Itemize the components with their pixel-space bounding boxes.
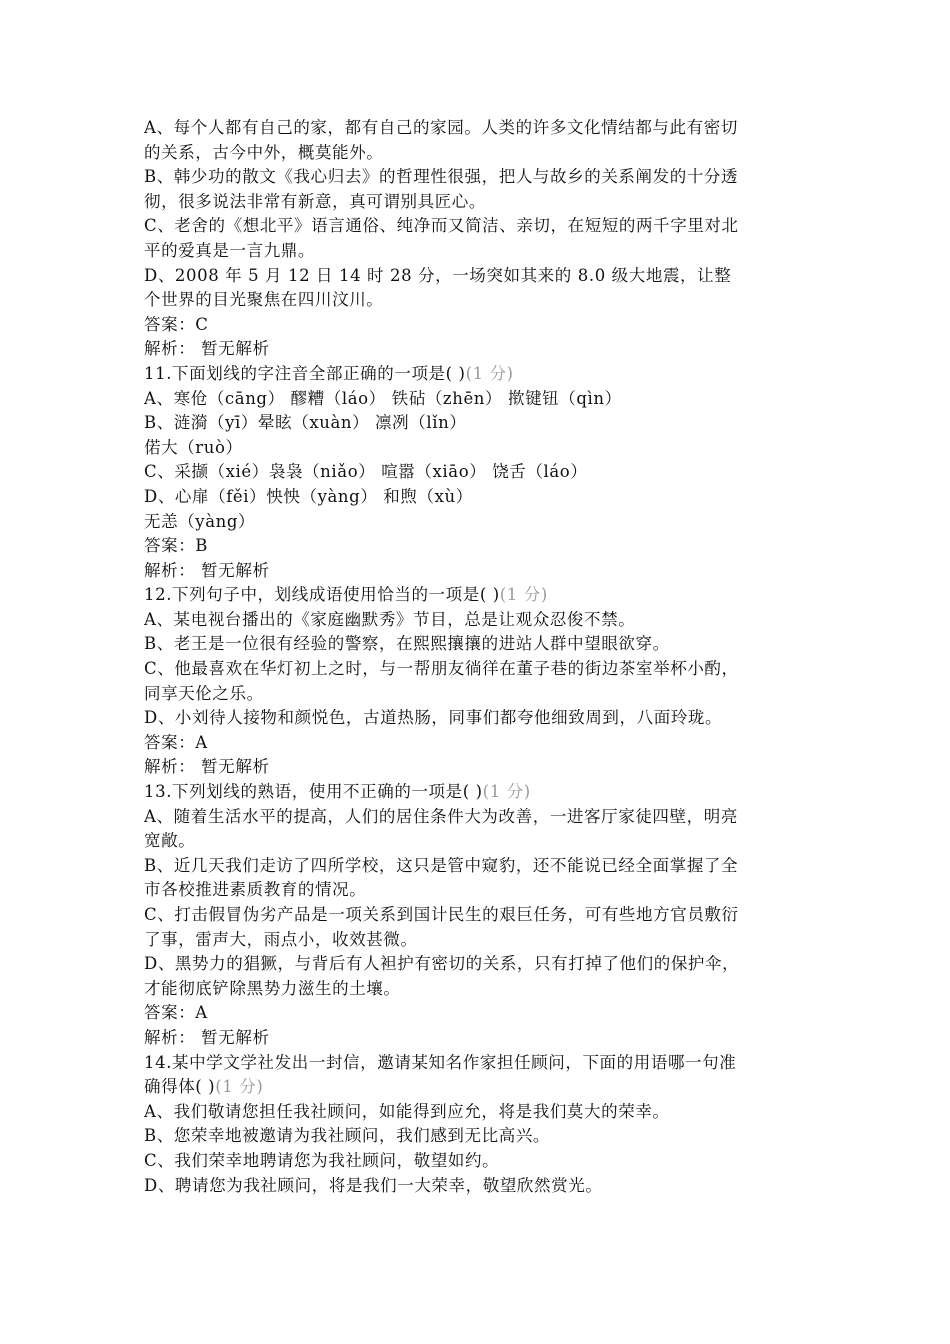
text-line	[144, 878, 814, 903]
text-line	[144, 829, 814, 854]
text-line	[144, 288, 814, 313]
text-line	[144, 362, 814, 387]
text-line	[144, 313, 814, 338]
text-line	[144, 239, 814, 264]
line-text: C、采撷（xié）袅袅（niǎo） 喧嚣（xiāo） 饶舌（láo）	[144, 462, 588, 482]
line-text: 答案：B	[144, 536, 209, 556]
line-text: 14.某中学文学社发出一封信，邀请某知名作家担任顾问，下面的用语哪一句准	[144, 1052, 737, 1072]
line-text: D、聘请您为我社顾问，将是我们一大荣幸，敬望欣然赏光。	[144, 1175, 603, 1195]
line-text: D、黑势力的猖獗，与背后有人袒护有密切的关系，只有打掉了他们的保护伞，	[144, 954, 740, 974]
text-line	[144, 165, 814, 190]
line-text: B、您荣幸地被邀请为我社顾问，我们感到无比高兴。	[144, 1126, 551, 1146]
line-text: 宽敞。	[144, 831, 196, 851]
text-line	[144, 1075, 814, 1100]
line-text: A、每个人都有自己的家，都有自己的家园。人类的许多文化情结都与此有密切	[144, 118, 738, 137]
text-line	[144, 1149, 814, 1174]
line-text: 解析： 暂无解析	[144, 339, 270, 359]
text-line	[144, 411, 814, 436]
text-line	[144, 682, 814, 707]
text-line	[144, 510, 814, 535]
text-line	[144, 534, 814, 559]
text-line	[144, 608, 814, 633]
line-text: 答案：A	[144, 1003, 208, 1023]
text-line	[144, 977, 814, 1002]
line-text: 同享天伦之乐。	[144, 683, 264, 703]
document-body	[144, 116, 814, 1198]
line-text: D、心扉（fěi）怏怏（yàng） 和煦（xù）	[144, 486, 473, 506]
text-line	[144, 1026, 814, 1051]
text-line	[144, 141, 814, 166]
line-text: C、老舍的《想北平》语言通俗、纯净而又简洁、亲切，在短短的两千字里对北	[144, 216, 739, 236]
line-text: A、我们敬请您担任我社顾问，如能得到应允，将是我们莫大的荣幸。	[144, 1101, 670, 1121]
line-text: C、他最喜欢在华灯初上之时，与一帮朋友徜徉在董子巷的街边茶室举杯小酌，	[144, 659, 739, 679]
line-text: 解析： 暂无解析	[144, 757, 270, 777]
text-line	[144, 1100, 814, 1125]
line-text: D、小刘待人接物和颜悦色，古道热肠，同事们都夸他细致周到，八面玲珑。	[144, 708, 723, 728]
text-line	[144, 755, 814, 780]
line-text: 11.下面划线的字注音全部正确的一项是( )	[144, 363, 466, 383]
line-text: 解析： 暂无解析	[144, 560, 270, 580]
text-line	[144, 1051, 814, 1076]
line-text: D、2008 年 5 月 12 日 14 时 28 分，一场突如其来的 8.0 级大地震，让整	[144, 265, 732, 285]
line-text: 解析： 暂无解析	[144, 1027, 270, 1047]
text-line	[144, 780, 814, 805]
line-text: B、韩少功的散文《我心归去》的哲理性很强，把人与故乡的关系阐发的十分透	[144, 167, 739, 187]
question-score: (1 分)	[465, 363, 514, 383]
line-text: 市各校推进素质教育的情况。	[144, 880, 367, 900]
line-text: B、涟漪（yī）晕眩（xuàn） 凛冽（lǐn）	[144, 413, 467, 433]
text-line	[144, 854, 814, 879]
question-score: (1 分)	[215, 1077, 264, 1097]
line-text: 答案：A	[144, 732, 208, 752]
line-text: 确得体( )	[144, 1077, 216, 1097]
text-line	[144, 387, 814, 412]
text-line	[144, 632, 814, 657]
line-text: 13.下列划线的熟语，使用不正确的一项是( )	[144, 782, 483, 802]
line-text: 个世界的目光聚焦在四川汶川。	[144, 290, 384, 310]
line-text: C、打击假冒伪劣产品是一项关系到国计民生的艰巨任务，可有些地方官员敷衍	[144, 905, 739, 924]
text-line	[144, 583, 814, 608]
line-text: C、我们荣幸地聘请您为我社顾问，敬望如约。	[144, 1150, 500, 1170]
line-text: B、近几天我们走访了四所学校，这只是管中窥豹，还不能说已经全面掌握了全	[144, 855, 739, 875]
text-line	[144, 928, 814, 953]
text-line	[144, 436, 814, 461]
text-line	[144, 559, 814, 584]
text-line	[144, 264, 814, 289]
line-text: 的关系，古今中外，概莫能外。	[144, 142, 384, 162]
text-line	[144, 706, 814, 731]
question-score: (1 分)	[482, 782, 531, 802]
line-text: 彻，很多说法非常有新意，真可谓别具匠心。	[144, 191, 486, 211]
text-line	[144, 1174, 814, 1199]
text-line	[144, 116, 814, 141]
text-line	[144, 1124, 814, 1149]
text-line	[144, 657, 814, 682]
text-line	[144, 952, 814, 977]
line-text: A、随着生活水平的提高，人们的居住条件大为改善，一进客厅家徒四壁，明亮	[144, 806, 738, 826]
line-text: 偌大（ruò）	[144, 437, 243, 457]
text-line	[144, 805, 814, 830]
line-text: B、老王是一位很有经验的警察，在熙熙攘攘的进站人群中望眼欲穿。	[144, 634, 670, 654]
line-text: 无恙（yàng）	[144, 511, 256, 531]
text-line	[144, 903, 814, 928]
line-text: 平的爱真是一言九鼎。	[144, 240, 315, 260]
text-line	[144, 214, 814, 239]
text-line	[144, 190, 814, 215]
text-line	[144, 460, 814, 485]
text-line	[144, 731, 814, 756]
line-text: 了事，雷声大，雨点小，收效甚微。	[144, 929, 418, 949]
text-line	[144, 337, 814, 362]
line-text: 答案：C	[144, 314, 209, 334]
line-text: A、某电视台播出的《家庭幽默秀》节目，总是让观众忍俊不禁。	[144, 609, 636, 629]
line-text: 12.下列句子中，划线成语使用恰当的一项是( )	[144, 585, 500, 605]
line-text: 才能彻底铲除黑势力滋生的土壤。	[144, 978, 401, 998]
text-line	[144, 485, 814, 510]
line-text: A、寒伧（cāng） 醪糟（láo） 铁砧（zhēn） 揿键钮（qìn）	[144, 388, 622, 408]
text-line	[144, 1001, 814, 1026]
question-score: (1 分)	[499, 585, 548, 605]
